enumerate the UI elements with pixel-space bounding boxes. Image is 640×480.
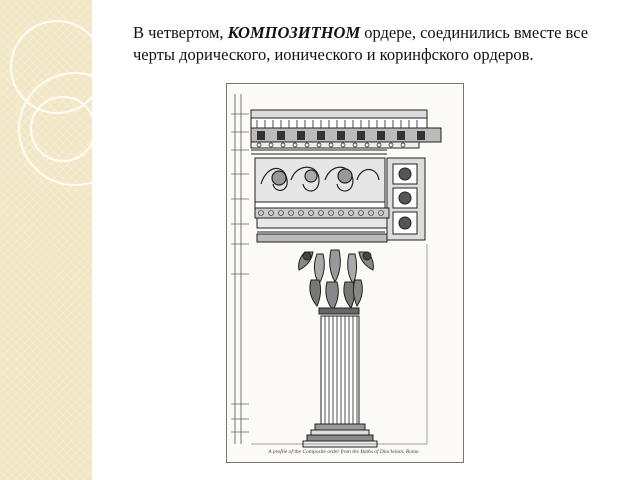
slide-text-end: ордере, соединились вместе все черты дорического, ионического и коринфского ордеров. [133, 23, 589, 64]
slide-text-start: В четвертом, [133, 23, 228, 42]
composite-order-engraving [226, 83, 464, 463]
composite-order-term: КОМПОЗИТНОМ [227, 23, 361, 42]
decorative-ring [30, 96, 96, 162]
slide-text [133, 22, 623, 66]
column-drawing [227, 84, 463, 462]
engraving-caption: A profile of the Composite order from the Baths of Diocletian, Rome. [268, 449, 420, 455]
decorative-side-band [0, 0, 92, 480]
